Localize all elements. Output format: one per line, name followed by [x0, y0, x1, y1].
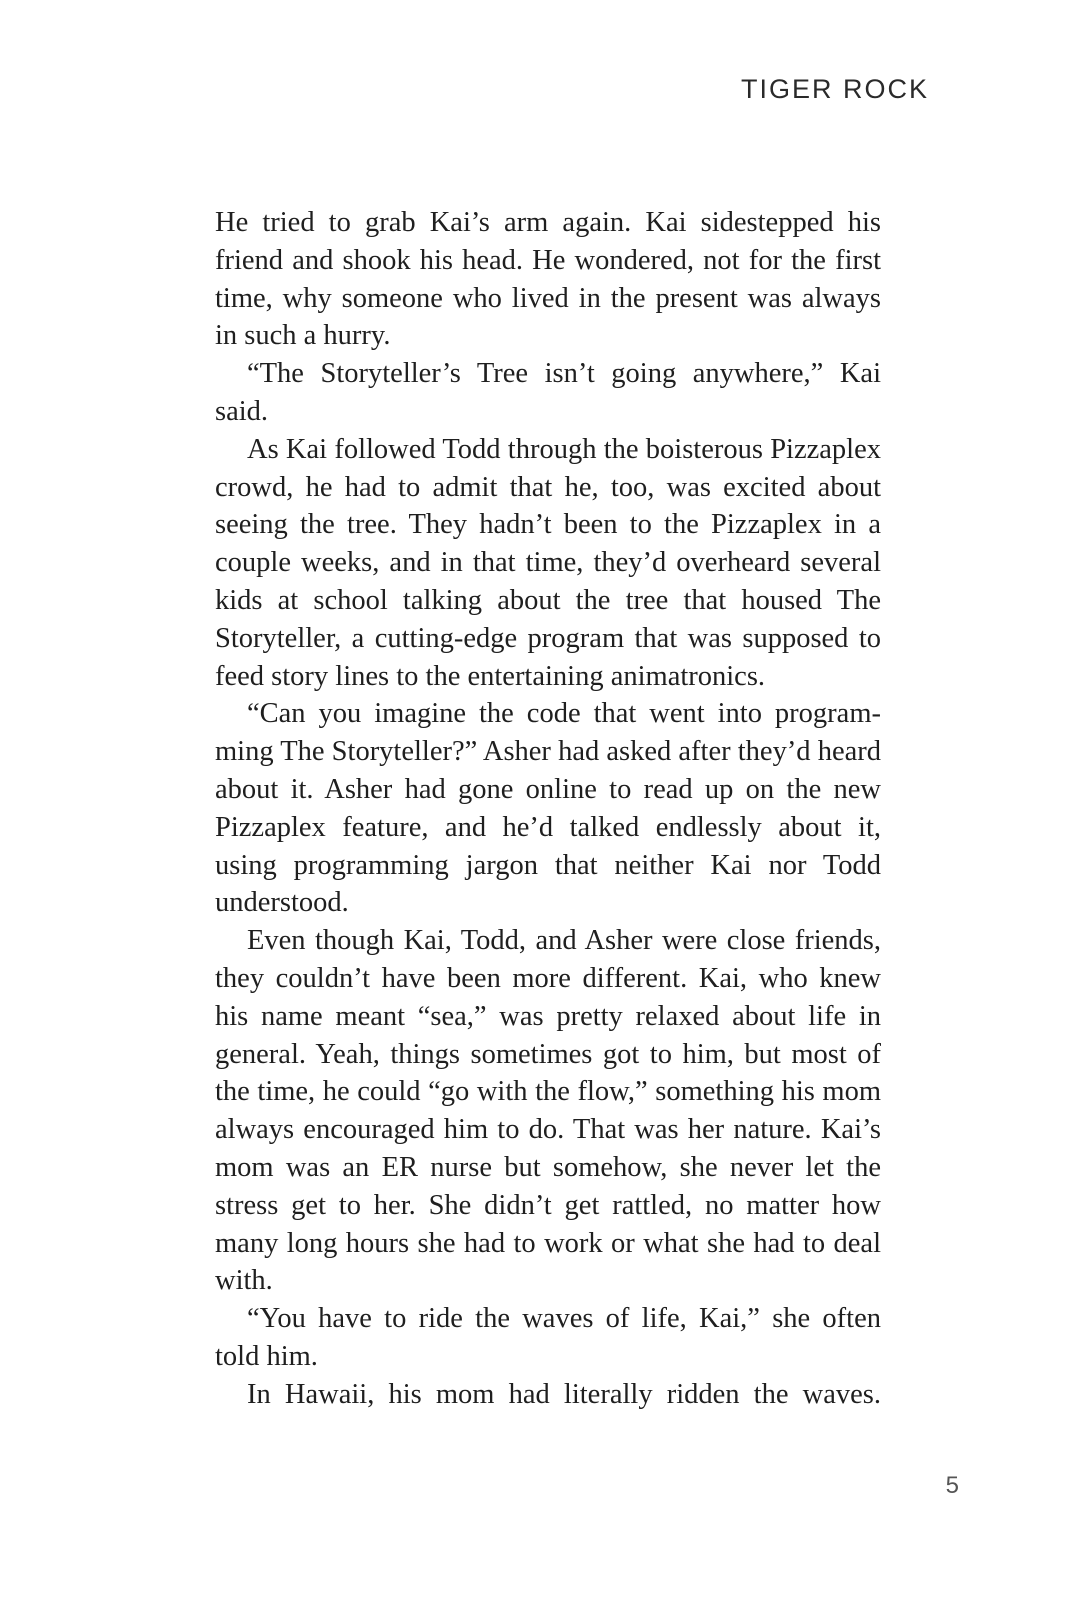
page-number: 5	[945, 1472, 959, 1499]
paragraph: As Kai followed Todd through the boisterous Pizzaplex crowd, he had to admit that he, too, was excited about seeing the tree. They hadn’t been to the Pizzaplex in a couple weeks, and in that time, they’d overheard several kids at school talking about the tree that housed The Storyteller, a cutting-edge program that was supposed to feed story lines to the entertaining animatronics.	[215, 433, 881, 692]
paragraph: “Can you imagine the code that went into programming The Storyteller?” Asher had asked after they’d heard about it. Asher had gone online to read up on the new Pizzaplex feature, and he’d talked endlessly about it, using programming jargon that neither Kai nor Todd understood.	[215, 698, 881, 919]
paragraph: In Hawaii, his mom had literally ridden the waves.	[247, 1378, 881, 1410]
paragraph: “The Storyteller’s Tree isn’t going anywhere,” Kai said.	[215, 358, 881, 427]
paragraph: He tried to grab Kai’s arm again. Kai sidestepped his friend and shook his head. He wondered, not for the first time, why someone who lived in the present was always in such a hurry.	[215, 207, 881, 352]
paragraph: Even though Kai, Todd, and Asher were close friends, they couldn’t have been more different. Kai, who knew his name meant “sea,” was pretty relaxed about life in general. Yeah, things sometimes got to him, but most of the time, he could “go with the flow,” something his mom always encouraged him to do. That was her nature. Kai’s mom was an ER nurse but somehow, she never let the stress get to her. She didn’t get rattled, no matter how many long hours she had to work or what she had to deal with.	[215, 925, 881, 1297]
running-head: TIGER ROCK	[740, 74, 929, 104]
body-text	[215, 204, 881, 1414]
paragraph: “You have to ride the waves of life, Kai,” she often told him.	[215, 1303, 881, 1372]
